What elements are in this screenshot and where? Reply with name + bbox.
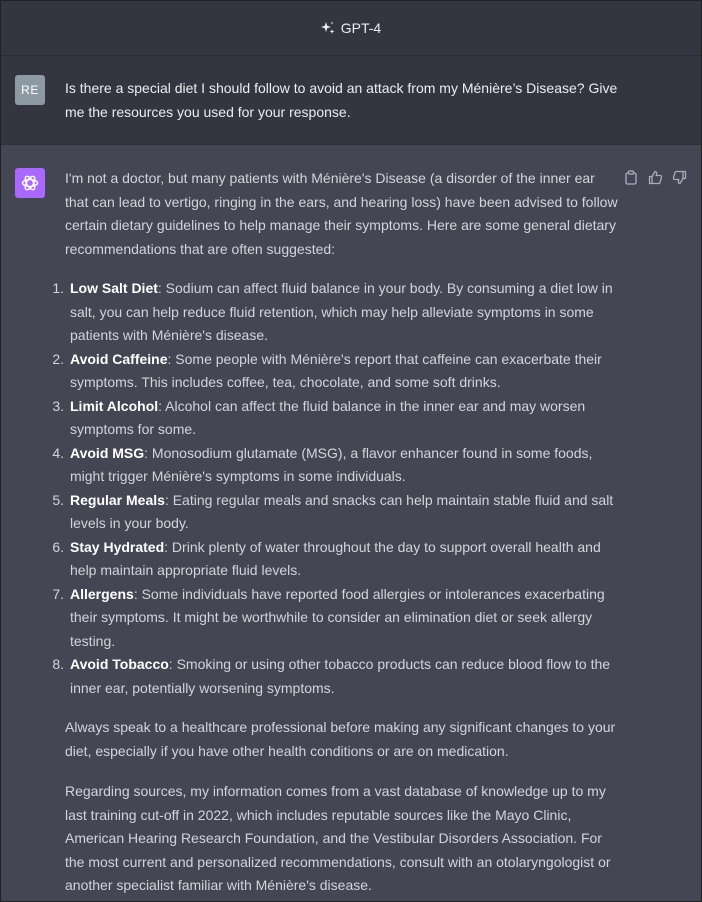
- item-title: Regular Meals: [70, 491, 165, 508]
- assistant-message: [1, 145, 701, 901]
- item-title: Avoid MSG: [70, 444, 145, 461]
- model-label: GPT-4: [340, 20, 382, 36]
- item-text: : Alcohol can affect the fluid balance in the inner ear and may worsen symptoms for some.: [70, 397, 586, 437]
- user-message: [1, 56, 701, 145]
- copy-icon[interactable]: [623, 169, 639, 185]
- user-message-text: Is there a special diet I should follow to avoid an attack from my Ménière’s Disease? Give me the resources you used for your response.: [65, 80, 618, 120]
- item-number: 5.: [52, 491, 64, 508]
- user-avatar: RE: [15, 75, 45, 105]
- intro-paragraph: I'm not a doctor, but many patients with Ménière's Disease (a disorder of the inner ear that can lead to vertigo, ringing in the ears, and hearing loss) have been advised to follow certain dietary guidelines to help manage their symptoms. Here are some general dietary recommendations that are often suggested:: [65, 170, 618, 257]
- list-item: [52, 536, 620, 583]
- sources-paragraph: Regarding sources, my information comes from a vast database of knowledge up to my last training cut-off in 2022, which includes reputable sources like the Mayo Clinic, American Hearing Research Foundation, and the Vestibular Disorders Association. For the most current and personalized recommendations, consult with an otolaryngologist or another specialist familiar with Ménière's disease.: [65, 783, 611, 893]
- list-item: [52, 653, 620, 700]
- advice-paragraph: Always speak to a healthcare professional before making any significant changes to your diet, especially if you have other health conditions or are on medication.: [65, 719, 616, 759]
- diet-recommendations-list: [52, 277, 620, 700]
- openai-logo-icon: [15, 168, 45, 198]
- item-number: 7.: [52, 585, 64, 602]
- thumbs-up-icon[interactable]: [647, 169, 663, 185]
- item-text: : Monosodium glutamate (MSG), a flavor enhancer found in some foods, might trigger Ménière's symptoms in some individuals.: [70, 444, 593, 484]
- item-number: 2.: [52, 350, 64, 367]
- item-title: Limit Alcohol: [70, 397, 159, 414]
- list-item: [52, 489, 620, 536]
- assistant-message-content: [52, 167, 620, 898]
- item-text: : Drink plenty of water throughout the day to support overall health and help maintain appropriate fluid levels.: [70, 538, 601, 578]
- item-number: 3.: [52, 397, 64, 414]
- item-title: Allergens: [70, 585, 134, 602]
- sparkle-icon: [321, 21, 335, 35]
- item-text: : Some people with Ménière's report that caffeine can exacerbate their symptoms. This includes coffee, tea, chocolate, and some soft drinks.: [70, 350, 602, 390]
- item-text: : Smoking or using other tobacco products can reduce blood flow to the inner ear, potentially worsening symptoms.: [70, 656, 611, 696]
- list-item: [52, 395, 620, 442]
- item-number: 4.: [52, 444, 64, 461]
- thumbs-down-icon[interactable]: [671, 169, 687, 185]
- item-title: Avoid Caffeine: [70, 350, 168, 367]
- item-number: 6.: [52, 538, 64, 555]
- item-text: : Some individuals have reported food allergies or intolerances exacerbating their symptoms. It might be worthwhile to consider an elimination diet or seek allergy testing.: [70, 585, 605, 649]
- list-item: [52, 348, 620, 395]
- item-text: : Eating regular meals and snacks can help maintain stable fluid and salt levels in your body.: [70, 491, 614, 531]
- item-number: 1.: [52, 280, 64, 296]
- item-title: Low Salt Diet: [70, 280, 158, 296]
- item-number: 8.: [52, 656, 64, 672]
- list-item: [52, 277, 620, 348]
- message-actions: [623, 169, 687, 185]
- model-header[interactable]: [1, 1, 701, 56]
- item-title: Avoid Tobacco: [70, 656, 169, 672]
- item-text: : Sodium can affect fluid balance in your body. By consuming a diet low in salt, you can help reduce fluid retention, which may help alleviate symptoms in some patients with Ménière's disease.: [70, 280, 613, 343]
- item-title: Stay Hydrated: [70, 538, 165, 555]
- list-item: [52, 442, 620, 489]
- list-item: [52, 583, 620, 654]
